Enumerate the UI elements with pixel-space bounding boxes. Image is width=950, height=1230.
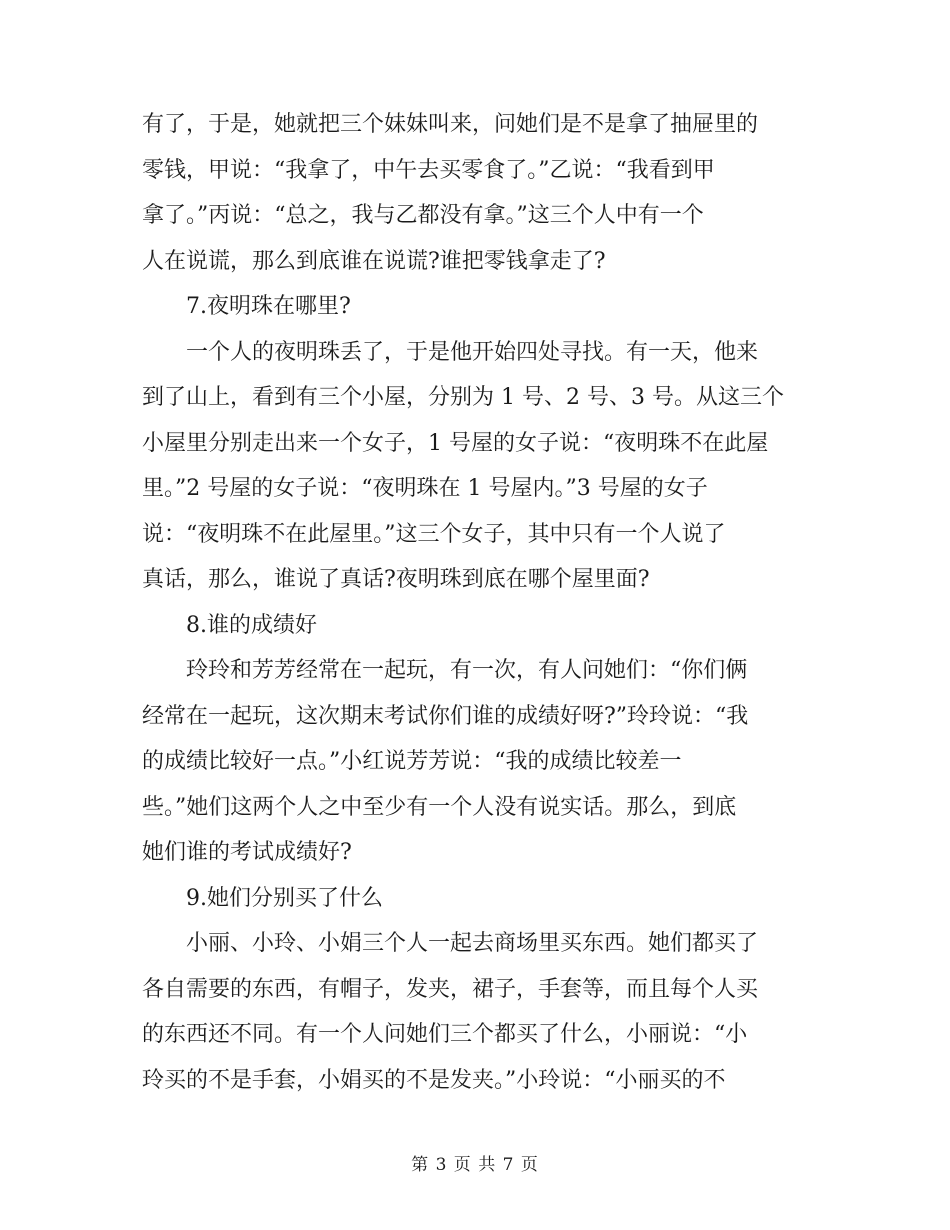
paragraph-line: 真话，那么，谁说了真话?夜明珠到底在哪个屋里面? xyxy=(142,567,650,592)
paragraph-line: 说：“夜明珠不在此屋里。”这三个女子，其中只有一个人说了 xyxy=(142,521,726,547)
paragraph-line: 各自需要的东西，有帽子，发夹，裙子，手套等，而且每个人买 xyxy=(142,976,759,1002)
paragraph-line: 到了山上，看到有三个小屋，分别为 1 号、2 号、3 号。从这三个 xyxy=(142,385,784,410)
paragraph-line: 一个人的夜明珠丢了，于是他开始四处寻找。有一天，他来 xyxy=(186,339,759,365)
section-heading: 7.夜明珠在哪里? xyxy=(186,294,351,319)
page-number-label: 第 3 页 共 7 页 xyxy=(411,1155,539,1175)
paragraph-line: 小屋里分别走出来一个女子，1 号屋的女子说：“夜明珠不在此屋 xyxy=(142,430,769,456)
paragraph-line: 人在说谎，那么到底谁在说谎?谁把零钱拿走了? xyxy=(142,248,606,274)
paragraph-line: 玲玲和芳芳经常在一起玩，有一次，有人问她们：“你们俩 xyxy=(186,658,748,683)
page-footer xyxy=(0,1150,950,1175)
paragraph-line: 些。”她们这两个人之中至少有一个人没有说实话。那么，到底 xyxy=(142,794,737,820)
paragraph-line: 玲买的不是手套，小娟买的不是发夹。”小玲说：“小丽买的不 xyxy=(142,1067,726,1093)
paragraph-line: 的东西还不同。有一个人问她们三个都买了什么，小丽说：“小 xyxy=(142,1022,748,1047)
document-body xyxy=(142,102,808,1103)
section-heading: 8.谁的成绩好 xyxy=(186,612,317,638)
paragraph-line: 里。”2 号屋的女子说：“夜明珠在 1 号屋内。”3 号屋的女子 xyxy=(142,476,708,501)
paragraph-line: 拿了。”丙说：“总之，我与乙都没有拿。”这三个人中有一个 xyxy=(142,203,704,228)
paragraph-line: 有了，于是，她就把三个妹妹叫来，问她们是不是拿了抽屉里的 xyxy=(142,112,759,137)
paragraph-line: 的成绩比较好一点。”小红说芳芳说：“我的成绩比较差一 xyxy=(142,749,682,774)
paragraph-line: 小丽、小玲、小娟三个人一起去商场里买东西。她们都买了 xyxy=(186,931,759,956)
paragraph-line: 她们谁的考试成绩好? xyxy=(142,840,352,865)
section-heading: 9.她们分别买了什么 xyxy=(186,885,383,911)
paragraph-line: 零钱，甲说：“我拿了，中午去买零食了。”乙说：“我看到甲 xyxy=(142,157,715,183)
paragraph-line: 经常在一起玩，这次期末考试你们谁的成绩好呀?”玲玲说：“我 xyxy=(142,703,749,729)
